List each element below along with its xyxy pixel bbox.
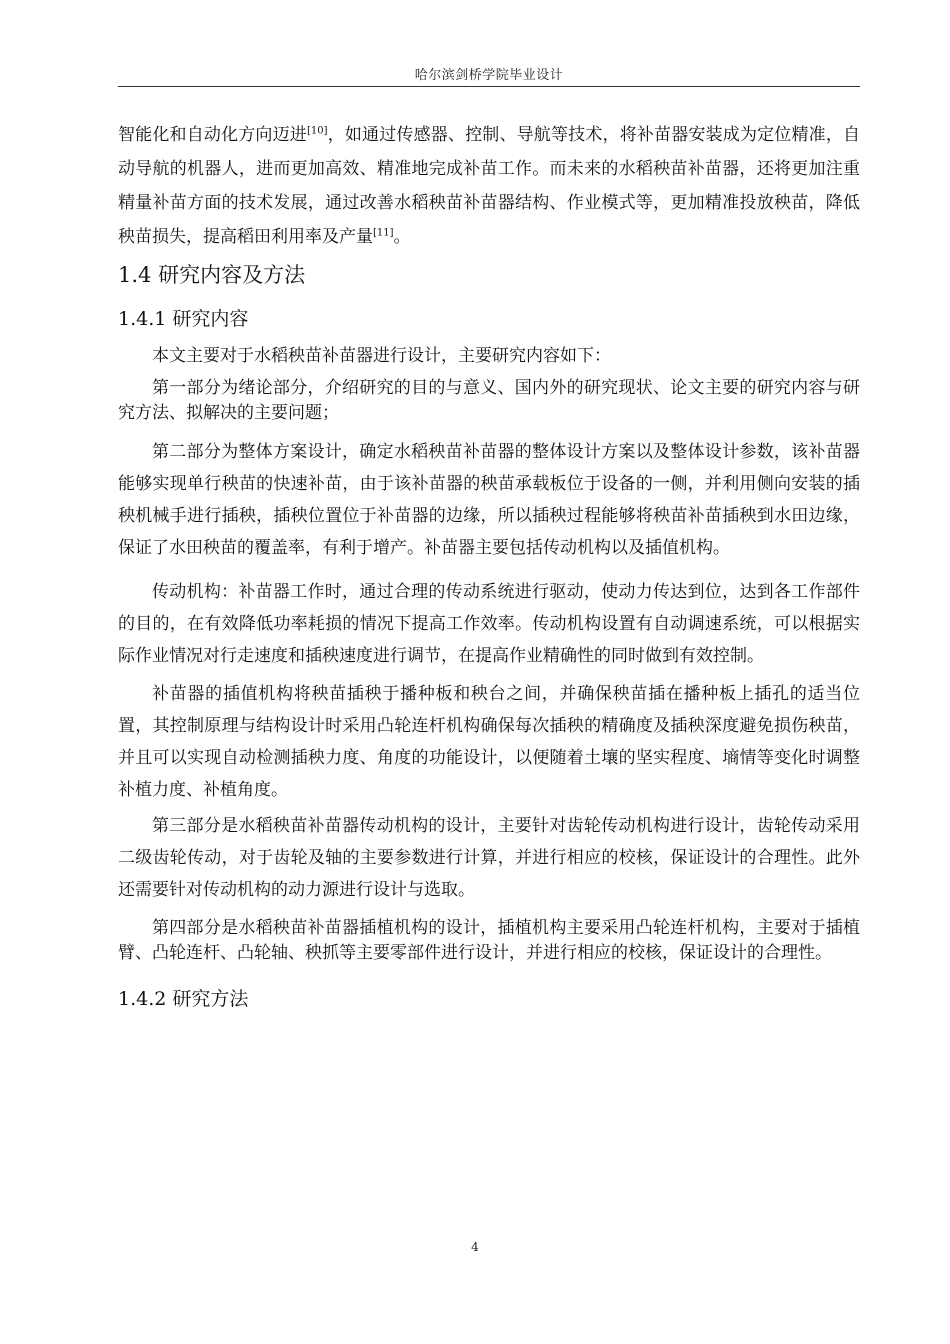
subsection-heading-1-4-2: 1.4.2 研究方法	[118, 988, 249, 1010]
header-divider	[118, 86, 860, 87]
text-segment: 。	[393, 227, 411, 247]
paragraph-continuation	[118, 118, 860, 254]
section-heading-1-4: 1.4 研究内容及方法	[118, 263, 306, 287]
citation-ref: [11]	[373, 227, 394, 239]
paragraph-part-four: 第四部分是水稻秧苗补苗器插植机构的设计，插植机构主要采用凸轮连杆机构，主要对于插植臂、凸轮连杆、凸轮轴、秧抓等主要零部件进行设计，并进行相应的校核，保证设计的合理性。	[118, 918, 860, 963]
paragraph-intro: 本文主要对于水稻秧苗补苗器进行设计，主要研究内容如下：	[152, 346, 611, 366]
subsection-heading-1-4-1: 1.4.1 研究内容	[118, 308, 249, 330]
citation-ref: [10]	[306, 125, 328, 137]
paragraph-transmission: 传动机构：补苗器工作时，通过合理的传动系统进行驱动，使动力传达到位，达到各工作部件的目的，在有效降低功率耗损的情况下提高工作效率。传动机构设置有自动调速系统，可以根据实际作业情况对行走速度和插秧速度进行调节，在提高作业精确性的同时做到有效控制。	[118, 582, 860, 666]
page-header: 哈尔滨剑桥学院毕业设计	[414, 68, 564, 83]
page-number: 4	[471, 1240, 479, 1254]
paragraph-planting-mechanism: 补苗器的插值机构将秧苗插秧于播种板和秧台之间，并确保秧苗插在播种板上插孔的适当位置，其控制原理与结构设计时采用凸轮连杆机构确保每次插秧的精确度及插秧深度避免损伤秧苗，并且可以实现自动检测插秧力度、角度的功能设计，以便随着土壤的坚实程度、墒情等变化时调整补植力度、补植角度。	[118, 684, 860, 800]
document-body	[118, 118, 860, 1014]
text-segment: ，如通过传感器、控制、导航等技术，将补苗器安装成为定位精准，自动导航的机器人，进而更加高效、精准地完成补苗工作。而未来的水稻秧苗补苗器，还将更加注重精量补苗方面的技术发展，通过改善水稻秧苗补苗器结构、作业模式等，更加精准投放秧苗，降低秧苗损失，提高稻田利用率及产量	[118, 125, 861, 247]
paragraph-part-one: 第一部分为绪论部分，介绍研究的目的与意义、国内外的研究现状、论文主要的研究内容与研究方法、拟解决的主要问题；	[118, 378, 860, 423]
paragraph-part-three: 第三部分是水稻秧苗补苗器传动机构的设计，主要针对齿轮传动机构进行设计，齿轮传动采用二级齿轮传动，对于齿轮及轴的主要参数进行计算，并进行相应的校核，保证设计的合理性。此外还需要针对传动机构的动力源进行设计与选取。	[118, 816, 860, 900]
text-segment: 智能化和自动化方向迈进	[118, 125, 307, 145]
paragraph-part-two: 第二部分为整体方案设计，确定水稻秧苗补苗器的整体设计方案以及整体设计参数，该补苗器能够实现单行秧苗的快速补苗，由于该补苗器的秧苗承载板位于设备的一侧，并利用侧向安装的插秧机械手进行插秧，插秧位置位于补苗器的边缘，所以插秧过程能够将秧苗补苗插秧到水田边缘，保证了水田秧苗的覆盖率，有利于增产。补苗器主要包括传动机构以及插值机构。	[118, 442, 860, 558]
